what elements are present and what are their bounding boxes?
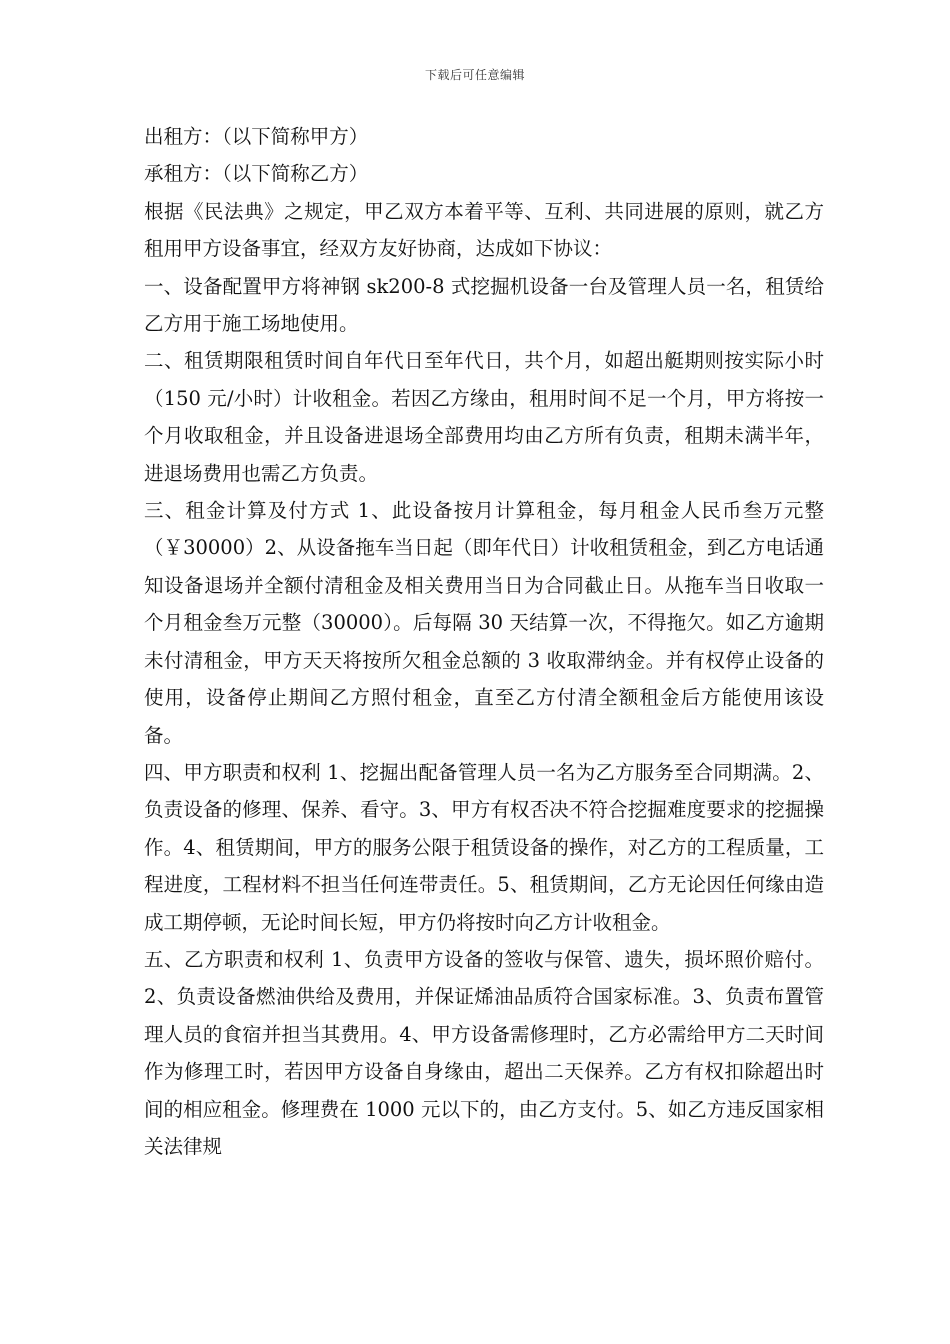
paragraph-section-2: 二、租赁期限租赁时间自年代日至年代日，共个月，如超出艇期则按实际小时（150 元/小时）计收租金。若因乙方缘由，租用时间不足一个月，甲方将按一个月收取租金，并且设备进退场全部费用均由乙方所有负责，租期未满半年，进退场费用也需乙方负责。	[144, 349, 824, 485]
paragraph-lessor: 出租方：（以下简称甲方）	[144, 125, 369, 148]
paragraph-section-3: 三、租金计算及付方式 1、此设备按月计算租金，每月租金人民币叁万元整（￥30000）2、从设备拖车当日起（即年代日）计收租赁租金，到乙方电话通知设备退场并全额付清租金及相关费用当日为合同截止日。从拖车当日收取一个月租金叁万元整（30000）。后每隔 30 天结算一次，不得拖欠。如乙方逾期未付清租金，甲方天天将按所欠租金总额的 3 收取滞纳金。并有权停止设备的使用，设备停止期间乙方照付租金，直至乙方付清全额租金后方能使用该设备。	[144, 499, 824, 747]
paragraph-preamble: 根据《民法典》之规定，甲乙双方本着平等、互利、共同进展的原则，就乙方租用甲方设备事宜，经双方友好协商，达成如下协议：	[144, 199, 824, 261]
paragraph-section-5: 五、乙方职责和权利 1、负责甲方设备的签收与保管、遗失，损坏照价赔付。2、负责设备燃油供给及费用，并保证烯油品质符合国家标准。3、负责布置管理人员的食宿并担当其费用。4、甲方设备需修理时，乙方必需给甲方二天时间作为修理工时，若因甲方设备自身缘由，超出二天保养。乙方有权扣除超出时间的相应租金。修理费在 1000 元以下的，由乙方支付。5、如乙方违反国家相关法律规	[144, 947, 824, 1158]
paragraph-section-4: 四、甲方职责和权利 1、挖掘出配备管理人员一名为乙方服务至合同期满。2、负责设备的修理、保养、看守。3、甲方有权否决不符合挖掘难度要求的挖掘操作。4、租赁期间，甲方的服务公限于租赁设备的操作，对乙方的工程质量，工程进度，工程材料不担当任何连带责任。5、租赁期间，乙方无论因任何缘由造成工期停顿，无论时间长短，甲方仍将按时向乙方计收租金。	[144, 760, 824, 934]
header-note: 下载后可任意编辑	[424, 68, 525, 82]
paragraph-lessee: 承租方：（以下简称乙方）	[144, 162, 369, 186]
contract-body	[144, 118, 824, 1165]
paragraph-section-1: 一、设备配置甲方将神钢 sk200-8 式挖掘机设备一台及管理人员一名，租赁给乙方用于施工场地使用。	[144, 274, 824, 336]
